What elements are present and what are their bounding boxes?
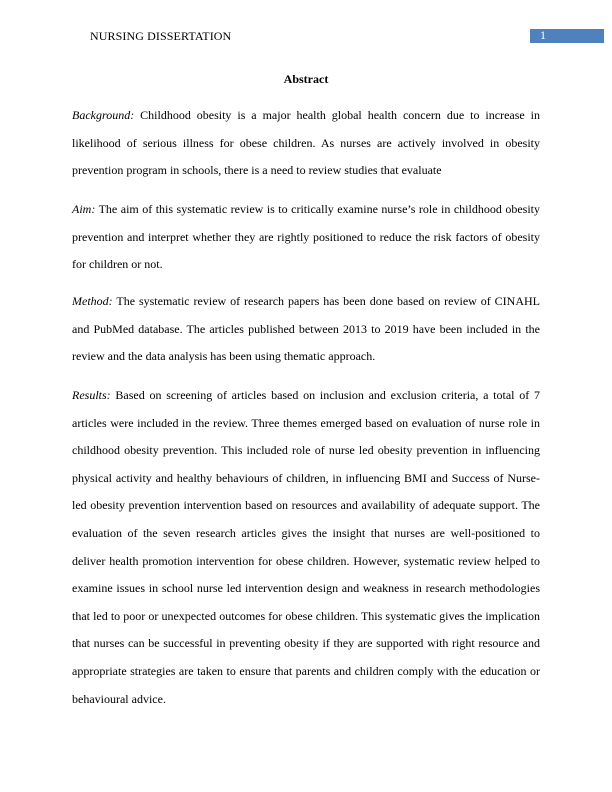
page-number: 1 [540,28,546,42]
page-number-box [530,29,604,43]
results-text: Based on screening of articles based on inclusion and exclusion criteria, a total of 7 articles were included in the review. Three themes emerged based on evaluation of nurse role in childhood obesity prevention. This included role of nurse led obesity prevention in influencing physical activity and healthy behaviours of children, in influencing BMI and Success of Nurse-led obesity prevention intervention based on resources and availability of adequate support. The evaluation of the seven research articles gives the insight that nurses are well-positioned to deliver health promotion intervention for obese children. However, systematic review helped to examine issues in school nurse led intervention design and weakness in research methodologies that led to poor or unexpected outcomes for obese children. This systematic gives the implication that nurses can be successful in preventing obesity if they are supported with right resource and appropriate strategies are taken to ensure that parents and children comply with the education or behavioural advice. [72,388,540,706]
method-paragraph [72,288,540,371]
results-label: Results: [72,388,111,402]
results-paragraph [72,382,540,713]
method-text: The systematic review of research papers has been done based on review of CINAHL and PubMed database. The articles published between 2013 to 2019 have been included in the review and the data analysis has been using thematic approach. [72,294,540,364]
method-label: Method: [72,294,113,308]
aim-label: Aim: [72,202,96,216]
background-paragraph [72,102,540,185]
aim-text: The aim of this systematic review is to critically examine nurse’s role in childhood obesity prevention and interpret whether they are rightly positioned to reduce the risk factors of obesity for children or not. [72,202,540,272]
background-label: Background: [72,108,135,122]
background-text: Childhood obesity is a major health global health concern due to increase in likelihood of serious illness for obese children. As nurses are actively involved in obesity prevention program in schools, there is a need to review studies that evaluate [72,108,540,178]
abstract-title: Abstract [283,72,329,86]
running-head: NURSING DISSERTATION [90,29,232,43]
aim-paragraph [72,196,540,279]
